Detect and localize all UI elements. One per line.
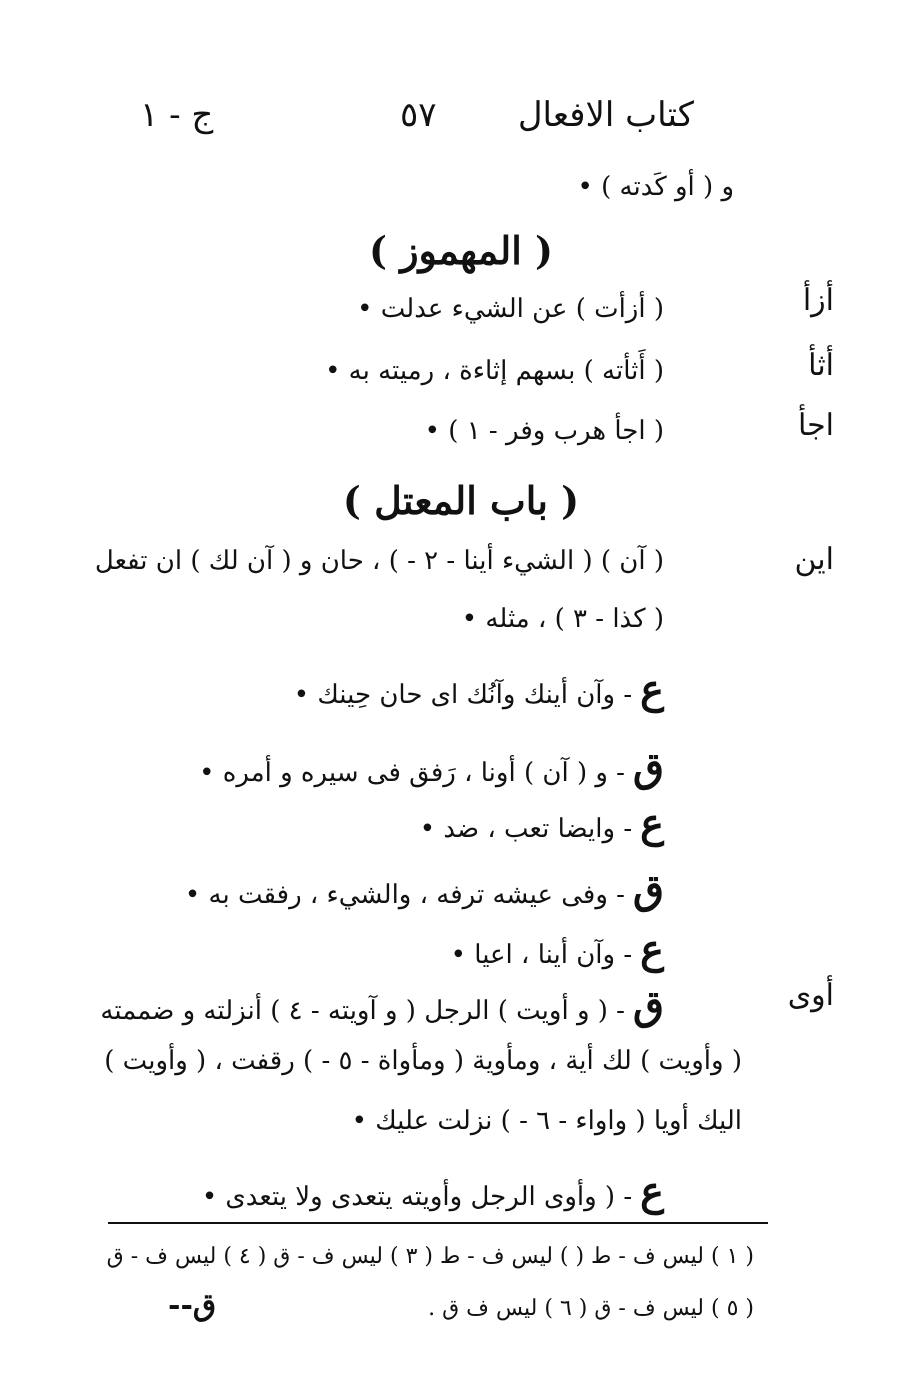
source-letter: ق — [632, 982, 664, 1029]
section-heading-hamz: ( المهموز ) — [369, 228, 553, 273]
sub-entry — [420, 800, 664, 847]
source-letter: ع — [640, 666, 664, 713]
root-word: أثأ — [808, 348, 834, 383]
root-word: أزأ — [802, 283, 834, 318]
source-letter: ق — [632, 866, 664, 913]
sub-entry-text: - وايضا تعب ، ضد • — [419, 814, 633, 844]
entry-text: ( وأويت ) لك أية ، ومأوية ( ومأواة - ٥ - ) رقفت ، ( وأويت ) — [104, 1046, 742, 1076]
sub-entry — [451, 926, 664, 973]
book-title: كتاب الافعال — [517, 95, 694, 135]
sub-entry — [202, 1168, 664, 1215]
sub-entry — [100, 982, 664, 1029]
footnote-divider — [108, 1222, 768, 1224]
sub-entry-text: - ( وأوى الرجل وأويته يتعدى ولا يتعدى • — [201, 1182, 633, 1212]
footnote-line: ( ٥ ) ليس ف - ق ( ٦ ) ليس ف ق . — [428, 1296, 754, 1321]
footnote-marker: ق-- — [168, 1288, 217, 1323]
sub-entry-text: - و ( آن ) أونا ، رَفق فى سيره و أمره • — [199, 758, 625, 788]
source-letter: ع — [640, 926, 664, 973]
entry-text: ( أزأت ) عن الشيء عدلت • — [357, 294, 664, 324]
sub-entry-text: - وآن أينك وآنُك اى حان حِينك • — [293, 680, 633, 710]
entry-text: ( أَثأته ) بسهم إثاءة ، رميته به • — [325, 356, 664, 386]
root-word: أوى — [787, 978, 834, 1013]
source-letter: ع — [640, 800, 664, 847]
sub-entry — [185, 866, 664, 913]
source-letter: ع — [640, 1168, 664, 1215]
sub-entry — [294, 666, 664, 713]
sub-entry-text: - وفى عيشه ترفه ، والشيء ، رفقت به • — [184, 880, 625, 910]
entry-text: اليك أويا ( واواء - ٦ - ) نزلت عليك • — [351, 1106, 742, 1136]
root-word: اجأ — [797, 408, 834, 443]
section-heading-mutall: ( باب المعتل ) — [342, 478, 580, 523]
entry-text: ( آن ) ( الشيء أينا - ٢ - ) ، حان و ( آن لك ) ان تفعل — [94, 546, 664, 576]
entry-text: ( كذا - ٣ ) ، مثله • — [461, 604, 664, 634]
source-letter: ق — [632, 744, 664, 791]
sub-entry-text: - ( و أويت ) الرجل ( و آويته - ٤ ) أنزلته و ضممته — [100, 996, 625, 1026]
sub-entry — [199, 744, 664, 791]
root-word: اين — [794, 542, 834, 577]
sub-entry-text: - وآن أينا ، اعيا • — [450, 940, 633, 970]
page-number: ٥٧ — [400, 95, 437, 135]
intro-line: و ( أو كَدته ) • — [577, 172, 734, 202]
footnote-line: ( ١ ) ليس ف - ط ( ) ليس ف - ط ( ٣ ) ليس ف - ق ( ٤ ) ليس ف - ق — [106, 1244, 754, 1269]
volume-label: ج - ١ — [140, 95, 214, 135]
entry-text: ( اجأ هرب وفر - ١ ) • — [424, 416, 664, 446]
